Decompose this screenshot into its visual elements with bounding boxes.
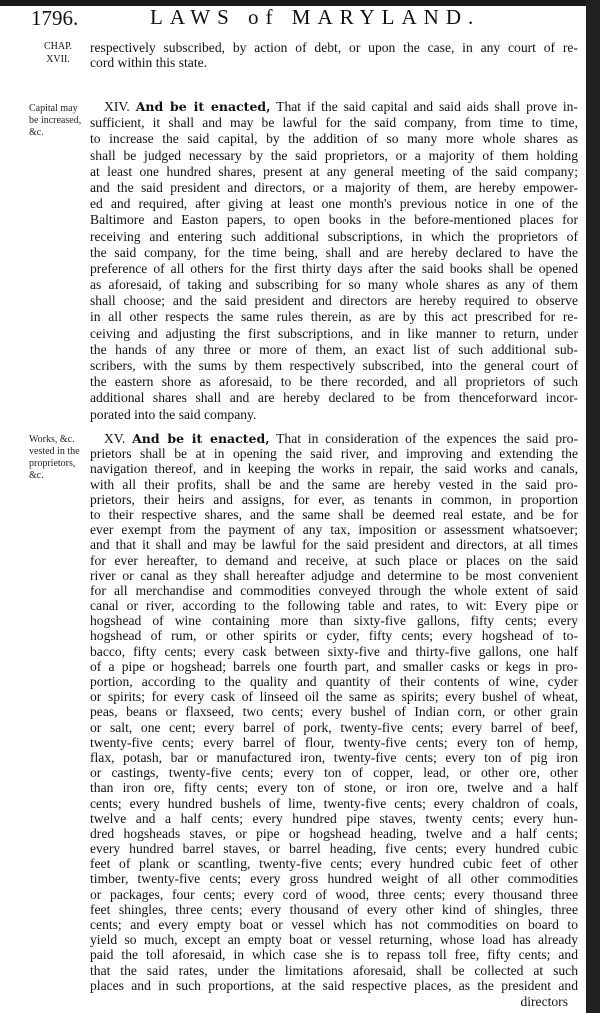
text-line: prietors, their heirs and assigns, for ever, as tenants in common, in proportion — [90, 491, 578, 507]
text-line: the hands of any three or more of them, an exact list of such additional sub- — [90, 341, 578, 357]
text-line: twelve and a half cents; every hundred pipe staves, twenty cents; every hun- — [90, 810, 578, 826]
text-line: the said company, for the time being, shall and are hereby declared to have the — [90, 244, 578, 260]
note-line: be increased, — [29, 115, 82, 126]
text-line: porated into the said company. — [90, 406, 257, 422]
chapter-number: XVII. — [46, 54, 70, 65]
text-line: additional shares shall and are hereby declared to be from thenceforward incor- — [90, 390, 578, 406]
text-line: hogshead of rum, or other spirits or cyder, fifty cents; every hogshead of to- — [90, 628, 578, 644]
text-line: scribers, with the sums by them respectively subscribed, into the general court of — [90, 358, 578, 373]
section-xv — [90, 431, 578, 993]
text-line: of a pipe or hogshead; barrels one fourth part, and smaller casks or kegs in pro- — [90, 658, 578, 674]
text-line: navigation thereof, and in keeping the works in repair, the said works and canals, — [90, 461, 578, 477]
text-line: and the said president and directors, or a majority of them, are hereby empower- — [90, 179, 578, 195]
text-line: and that it shall and may be lawful for the said president and directors, at all times — [90, 537, 578, 553]
text: That if the said capital and said aids shall prove in- — [276, 99, 579, 114]
section-first-line — [90, 431, 578, 446]
text-line: at least one hundred shares, present at any general meeting of the said company; — [90, 163, 578, 179]
note-line: &c. — [29, 127, 44, 138]
text-line: respectively subscribed, by action of debt, or upon the case, in any court of re- — [90, 40, 578, 55]
text-line: shall be judged necessary by the said proprietors, or a majority of them holding — [90, 147, 578, 163]
note-line: Capital may — [29, 103, 78, 114]
text-line: feet shingles, three cents; every thousand of every other kind of shingles, three — [90, 901, 578, 917]
note-line: &c. — [29, 470, 44, 481]
text-line: feet of plank or scantling, twenty-five cents; every hundred cubic feet of other — [90, 856, 578, 872]
text-line: or salt, one cent; every barrel of pork, twenty-five cents; every barrel of beef, — [90, 719, 578, 735]
text-line: for ever hereafter, to demand and receive, at such place or places on the said — [90, 552, 578, 568]
text-line: ceiving and adjusting the first subscriptions, and in like manner to return, under — [90, 325, 578, 341]
text-line: than iron ore, fifty cents; every ton of stone, or iron ore, twelve and a half — [90, 780, 578, 796]
chapter-label — [30, 40, 86, 66]
text-line: the eastern shore as aforesaid, to be there recorded, and all proprietors of such — [90, 374, 578, 390]
text-line: canal or river, according to the following table and rates, to wit: Every pipe or — [90, 598, 578, 614]
text-line: or packages, four cents; every cord of wood, three cents; every thousand three — [90, 886, 578, 902]
text-line: dred hogsheads staves, or pipe or hogshead heading, twelve and a half cents; — [90, 825, 578, 841]
text-line: in all other respects the same rules therein, as are by this act prescribed for re- — [90, 309, 578, 325]
text-line: ever exempt from the payment of any tax, imposition or assessment whatsoever; — [90, 522, 578, 538]
margin-note-works — [29, 434, 80, 482]
text-line: as aforesaid, of taking and subscribing for so many whole shares as any of them — [90, 277, 578, 293]
text-line: prietors shall be at in opening the said river, and improving and extending the — [90, 446, 578, 462]
section-xiv — [90, 99, 578, 423]
text-line: sufficient, it shall and may be lawful for the said company, from time to time, — [90, 115, 578, 131]
note-line: proprietors, — [29, 458, 76, 469]
catchword: directors — [520, 994, 568, 1009]
text-line: peas, beans or flaxseed, two cents; every bushel of Indian corn, or other grain — [90, 704, 578, 720]
text-line: Baltimore and Easton papers, to open books in the before-mentioned places for — [90, 212, 578, 228]
text-line: ed and required, after giving at least one month's previous notice in one of the — [90, 196, 578, 212]
section-number: XV. — [104, 431, 126, 446]
text-line: every hundred barrel staves, or barrel heading, five cents; every hundred cubic — [90, 841, 578, 857]
page-year: 1796. — [31, 6, 79, 30]
intro-text — [90, 40, 578, 70]
text: That in consideration of the expences the said pro- — [276, 431, 578, 446]
text-line: to their respective shares, and the same shall be deemed real estate, and be for — [90, 506, 578, 522]
text-line: cents; every hundred bushels of lime, twenty-five cents; every chaldron of coals, — [90, 795, 578, 811]
text-line: flax, potash, bar or manufactured iron, twenty-five cents; every ton of pig iron — [90, 749, 578, 765]
text-line: twenty-five cents; every barrel of flour, twenty-five cents; every ton of hemp, — [90, 734, 578, 750]
text-line: paid the toll aforesaid, in which case she is to repass toll free, fifty cents; and — [90, 947, 578, 963]
text-line: for all merchandise and commodities conveyed through the whole extent of said — [90, 582, 578, 598]
text-line: or spirits; for every cask of linseed oil the same as spirits; every bushel of wheat, — [90, 689, 578, 705]
text-line: places and in such proportions, at the said respective places, as the president and — [90, 977, 578, 993]
text-line: to increase the said capital, by the addition of so many more whole shares as — [90, 131, 578, 147]
enacting-formula: And be it enacted, — [135, 99, 271, 114]
text-line: river or canal as they shall hereafter adjudge and determine to be most convenient — [90, 567, 578, 583]
chapter-line: CHAP. — [43, 41, 73, 52]
text-line: receiving and entering such additional subscriptions, in which the proprietors of — [90, 228, 578, 244]
section-first-line — [90, 99, 578, 115]
text-line: cord within this state. — [90, 55, 208, 71]
text-line: shall choose; and the said president and directors are hereby required to observe — [90, 293, 578, 309]
enacting-formula: And be it enacted, — [132, 431, 270, 446]
note-line: Works, &c. — [29, 434, 75, 445]
text-line: hogshead of wine containing more than sixty-five gallons, fifty cents; every — [90, 613, 578, 629]
text-line: or castings, twenty-five cents; every ton of copper, lead, or other ore, other — [90, 765, 578, 781]
text-line: portion, according to the quality and quantity of their contents of wine, cyder — [90, 674, 578, 689]
text-line: that the said rates, under the limitations aforesaid, shall be collected at such — [90, 962, 578, 978]
margin-note-capital — [29, 103, 81, 139]
text-line: yield so much, except an empty boat or vessel returning, whose load has already — [90, 932, 578, 948]
section-number: XIV. — [104, 99, 130, 114]
text-line: preference of all others for the first thirty days after the said books shall be opened — [90, 260, 578, 276]
text-line: with all their profits, shall be and the same are hereby vested in the said pro- — [90, 476, 578, 492]
scan-border-right — [586, 0, 600, 1013]
running-title: LAWS of MARYLAND. — [150, 5, 481, 29]
text-line: bacco, fifty cents; every cask between sixty-five and thirty-five gallons, one half — [90, 643, 578, 659]
text-line: cents; and every empty boat or vessel which has not commodities on board to — [90, 917, 578, 932]
note-line: vested in the — [29, 446, 80, 457]
text-line: timber, twenty-five cents; every gross hundred weight of all other commodities — [90, 871, 578, 887]
